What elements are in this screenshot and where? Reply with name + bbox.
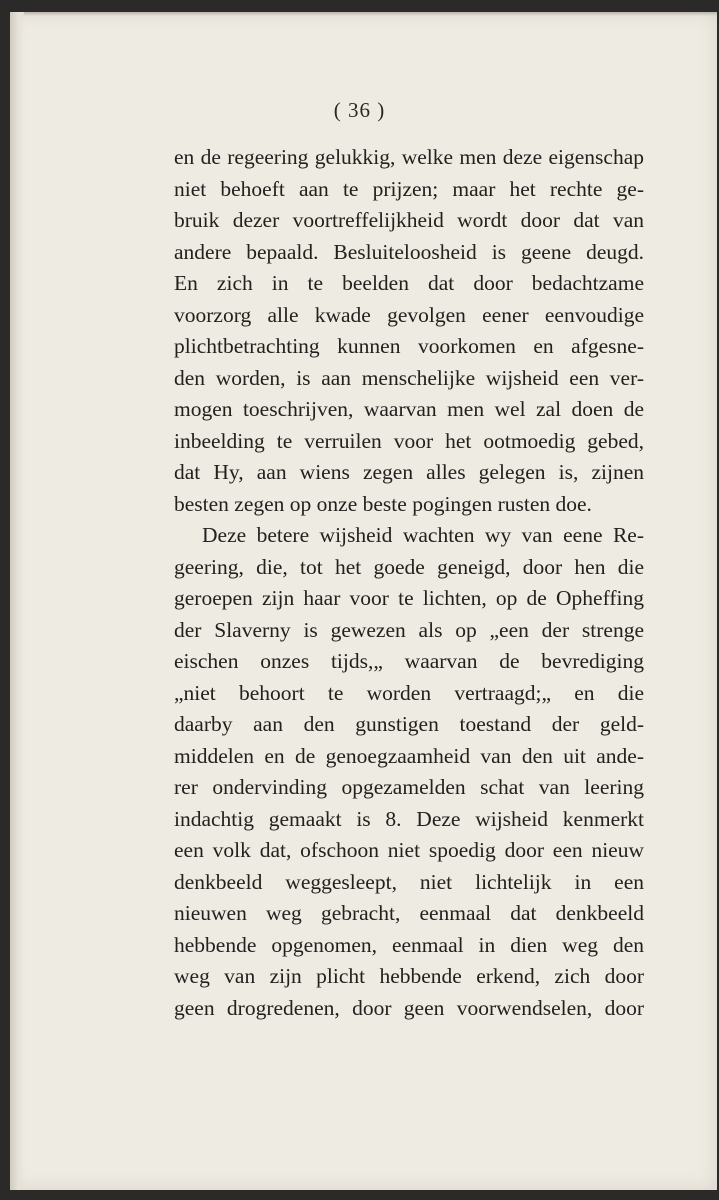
page-top-edge <box>24 12 717 16</box>
text-line: andere bepaald. Besluiteloosheid is geene deugd. <box>174 239 644 264</box>
text-line: en de regeering gelukkig, welke men deze eigenschap <box>174 145 644 169</box>
text-line: weg van zijn plicht hebbende erkend, zich door <box>174 964 644 988</box>
text-line: inbeelding te verruilen voor het ootmoedig gebed, <box>174 428 644 453</box>
text-line: geering, die, tot het goede geneigd, door hen die <box>174 554 644 579</box>
page-number: ( 36 ) <box>333 98 386 122</box>
text-line: mogen toeschrijven, waarvan men wel zal doen de <box>174 397 644 421</box>
text-line: niet behoeft aan te prijzen; maar het rechte ge- <box>174 176 644 201</box>
text-line: den worden, is aan menschelijke wijsheid een ver- <box>174 365 644 390</box>
text-line: Deze betere wijsheid wachten wy van eene Re- <box>202 523 644 547</box>
text-line: eischen onzes tijds,„ waarvan de bevrediging <box>174 649 644 673</box>
text-line: bruik dezer voortreffelijkheid wordt door dat van <box>174 208 644 232</box>
text-line: geen drogredenen, door geen voorwendselen, door <box>174 995 644 1020</box>
text-line: indachtig gemaakt is 8. Deze wijsheid kenmerkt <box>174 806 644 831</box>
text-line: geroepen zijn haar voor te lichten, op de Opheffing <box>174 586 644 610</box>
text-line: besten zegen op onze beste pogingen rusten doe. <box>174 491 592 516</box>
page-binding-edge <box>10 12 24 1190</box>
text-line: rer ondervinding opgezamelden schat van leering <box>174 775 644 799</box>
text-line: der Slaverny is gewezen als op „een der strenge <box>174 617 644 642</box>
text-line: middelen en de genoegzaamheid van den uit ande- <box>174 743 644 768</box>
text-line: En zich in te beelden dat door bedachtzame <box>174 271 644 295</box>
text-line: dat Hy, aan wiens zegen alles gelegen is, zijnen <box>174 460 644 484</box>
text-line: „niet behoort te worden vertraagd;„ en die <box>174 680 644 705</box>
text-line: nieuwen weg gebracht, eenmaal dat denkbeeld <box>174 901 644 925</box>
body-text <box>174 142 644 1024</box>
text-line: denkbeeld weggesleept, niet lichtelijk in een <box>174 869 644 894</box>
text-line: plichtbetrachting kunnen voorkomen en afgesne- <box>174 334 644 358</box>
text-line: daarby aan den gunstigen toestand der geld- <box>174 712 644 736</box>
text-line: hebbende opgenomen, eenmaal in dien weg den <box>174 932 644 957</box>
text-line: voorzorg alle kwade gevolgen eener eenvoudige <box>174 302 644 327</box>
text-line: een volk dat, ofschoon niet spoedig door een nieuw <box>174 838 644 862</box>
